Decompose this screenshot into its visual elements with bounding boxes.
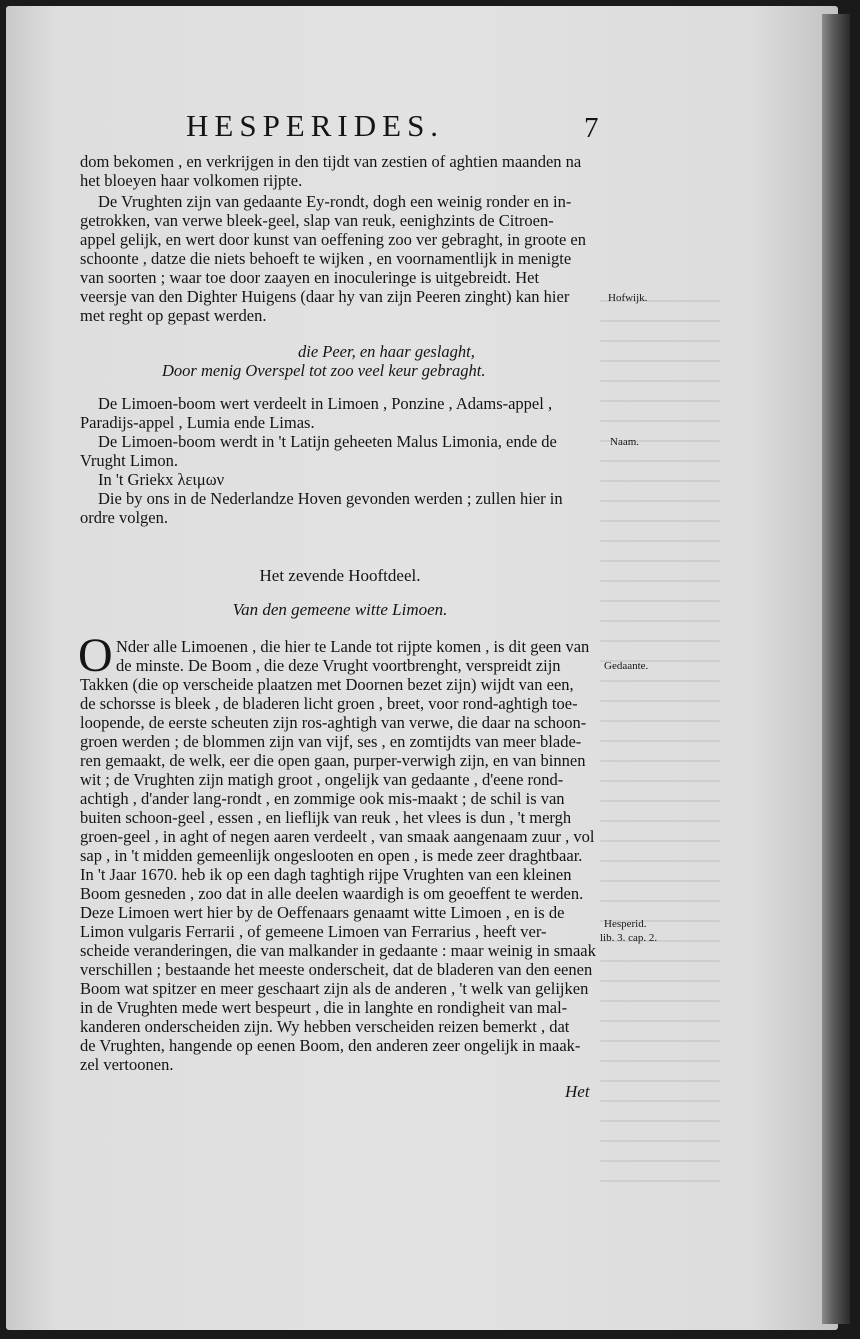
margin-note-naam: Naam. <box>610 436 640 448</box>
text-line: ordre volgen. <box>80 508 168 527</box>
margin-note-hesperid: Hesperid. <box>604 918 647 930</box>
text-line: Deze Limoen wert hier by de Oeffenaars genaamt witte Limoen , en is de <box>80 903 565 922</box>
text-line: Boom gesneden , zoo dat in alle deelen waardigh is om geoeffent te werden. <box>80 884 584 903</box>
margin-note-hofwijk: Hofwijk. <box>608 292 648 304</box>
text-line: Boom wat spitzer en meer geschaart zijn als de anderen , 't welk van gelijken <box>80 979 589 998</box>
text-line: de minste. De Boom , die deze Vrught voortbrenght, verspreidt zijn <box>116 656 561 675</box>
text-line: het bloeyen haar volkomen rijpte. <box>80 171 303 190</box>
text-line: getrokken, van verwe bleek-geel, slap van reuk, eenighzints de Citroen- <box>80 211 554 230</box>
text-line: In 't Jaar 1670. heb ik op een dagh taghtigh rijpe Vrughten van een kleinen <box>80 865 572 884</box>
text-line: groen werden ; de blommen zijn van vijf, ses , en zomtijdts van meer blade- <box>80 732 582 751</box>
text-line: zel vertoonen. <box>80 1055 174 1074</box>
text-line: kanderen onderscheiden zijn. Wy hebben verscheiden reizen bemerkt , dat <box>80 1017 570 1036</box>
margin-note-gedaante: Gedaante. <box>604 660 649 672</box>
text-line: in de Vrughten mede wert bespeurt , die in langhte en rondigheit van mal- <box>80 998 568 1017</box>
text-line: De Vrughten zijn van gedaante Ey-rondt, dogh een weinig ronder en in- <box>98 192 572 211</box>
text-line: loopende, de eerste scheuten zijn ros-aghtigh van verwe, die daar na schoon- <box>80 713 587 732</box>
chapter-subheading: Van den gemeene witte Limoen. <box>232 600 448 619</box>
text-line: Die by ons in de Nederlandze Hoven gevonden werden ; zullen hier in <box>98 489 563 508</box>
running-head: HESPERIDES. <box>186 108 445 143</box>
text-line: De Limoen-boom wert verdeelt in Limoen , Ponzine , Adams-appel , <box>98 394 553 413</box>
text-line: ren gemaakt, de welk, eer die open gaan, purper-verwigh zijn, en van binnen <box>80 751 586 770</box>
verse-line: Door menig Overspel tot zoo veel keur gebraght. <box>162 361 486 380</box>
text-line: De Limoen-boom werdt in 't Latijn geheeten Malus Limonia, ende de <box>98 432 557 451</box>
bleed-through-texture <box>600 300 720 1200</box>
margin-note-hesperid-ref: lib. 3. cap. 2. <box>600 932 658 944</box>
page-edge <box>822 14 850 1324</box>
text-line: veersje van den Dighter Huigens (daar hy van zijn Peeren zinght) kan hier <box>80 287 570 306</box>
text-line: groen-geel , in aght of negen aaren verdeelt , van smaak aangenaam zuur , vol <box>80 827 595 846</box>
text-line: appel gelijk, en wert door kunst van oeffening zoo ver gebraght, in groote en <box>80 230 586 249</box>
text-line: sap , in 't midden gemeenlijk ongeslooten en open , is mede zeer draghtbaar. <box>80 846 583 865</box>
text-line: Nder alle Limoenen , die hier te Lande tot rijpte komen , is dit geen van <box>116 637 590 656</box>
text-line: van soorten ; waar toe door zaayen en inoculeringe is uitgebreidt. Het <box>80 268 540 287</box>
chapter-heading: Het zevende Hooftdeel. <box>259 566 421 585</box>
initial-letter: O <box>78 629 113 682</box>
text-line: Paradijs-appel , Lumia ende Limas. <box>80 413 315 432</box>
text-line: wit ; de Vrughten zijn matigh groot , ongelijk van gedaante , d'eene rond- <box>80 770 564 789</box>
text-line: buiten schoon-geel , essen , en lieflijk van reuk , het vlees is dun , 't mergh <box>80 808 572 827</box>
text-line: Vrught Limon. <box>80 451 179 470</box>
text-line: dom bekomen , en verkrijgen in den tijdt van zestien of aghtien maanden na <box>80 152 582 171</box>
text-line: Limon vulgaris Ferrarii , of gemeene Limoen van Ferrarius , heeft ver- <box>80 922 547 941</box>
catchword: Het <box>565 1082 590 1101</box>
verse-line: die Peer, en haar geslaght, <box>298 342 475 361</box>
page-number: 7 <box>584 112 599 144</box>
text-line: In 't Griekx λειμων <box>98 470 225 489</box>
text-line: Takken (die op verscheide plaatzen met Doornen bezet zijn) wijdt van een, <box>80 675 574 694</box>
text-line: met reght op gepast werden. <box>80 306 267 325</box>
text-line: de schorsse is bleek , de bladeren licht groen , breet, voor rond-aghtigh toe- <box>80 694 578 713</box>
text-line: de Vrughten, hangende op eenen Boom, den anderen zeer ongelijk in maak- <box>80 1036 581 1055</box>
text-line: schoonte , datze die niets behoeft te wijken , en voornamentlijk in menigte <box>80 249 572 268</box>
text-line: verschillen ; bestaande het meeste onderscheit, dat de bladeren van den eenen <box>80 960 593 979</box>
text-line: achtigh , d'ander lang-rondt , en zommige ook mis-maakt ; de schil is van <box>80 789 565 808</box>
text-line: scheide veranderingen, die van malkander in gedaante : maar weinig in smaak <box>80 941 596 960</box>
